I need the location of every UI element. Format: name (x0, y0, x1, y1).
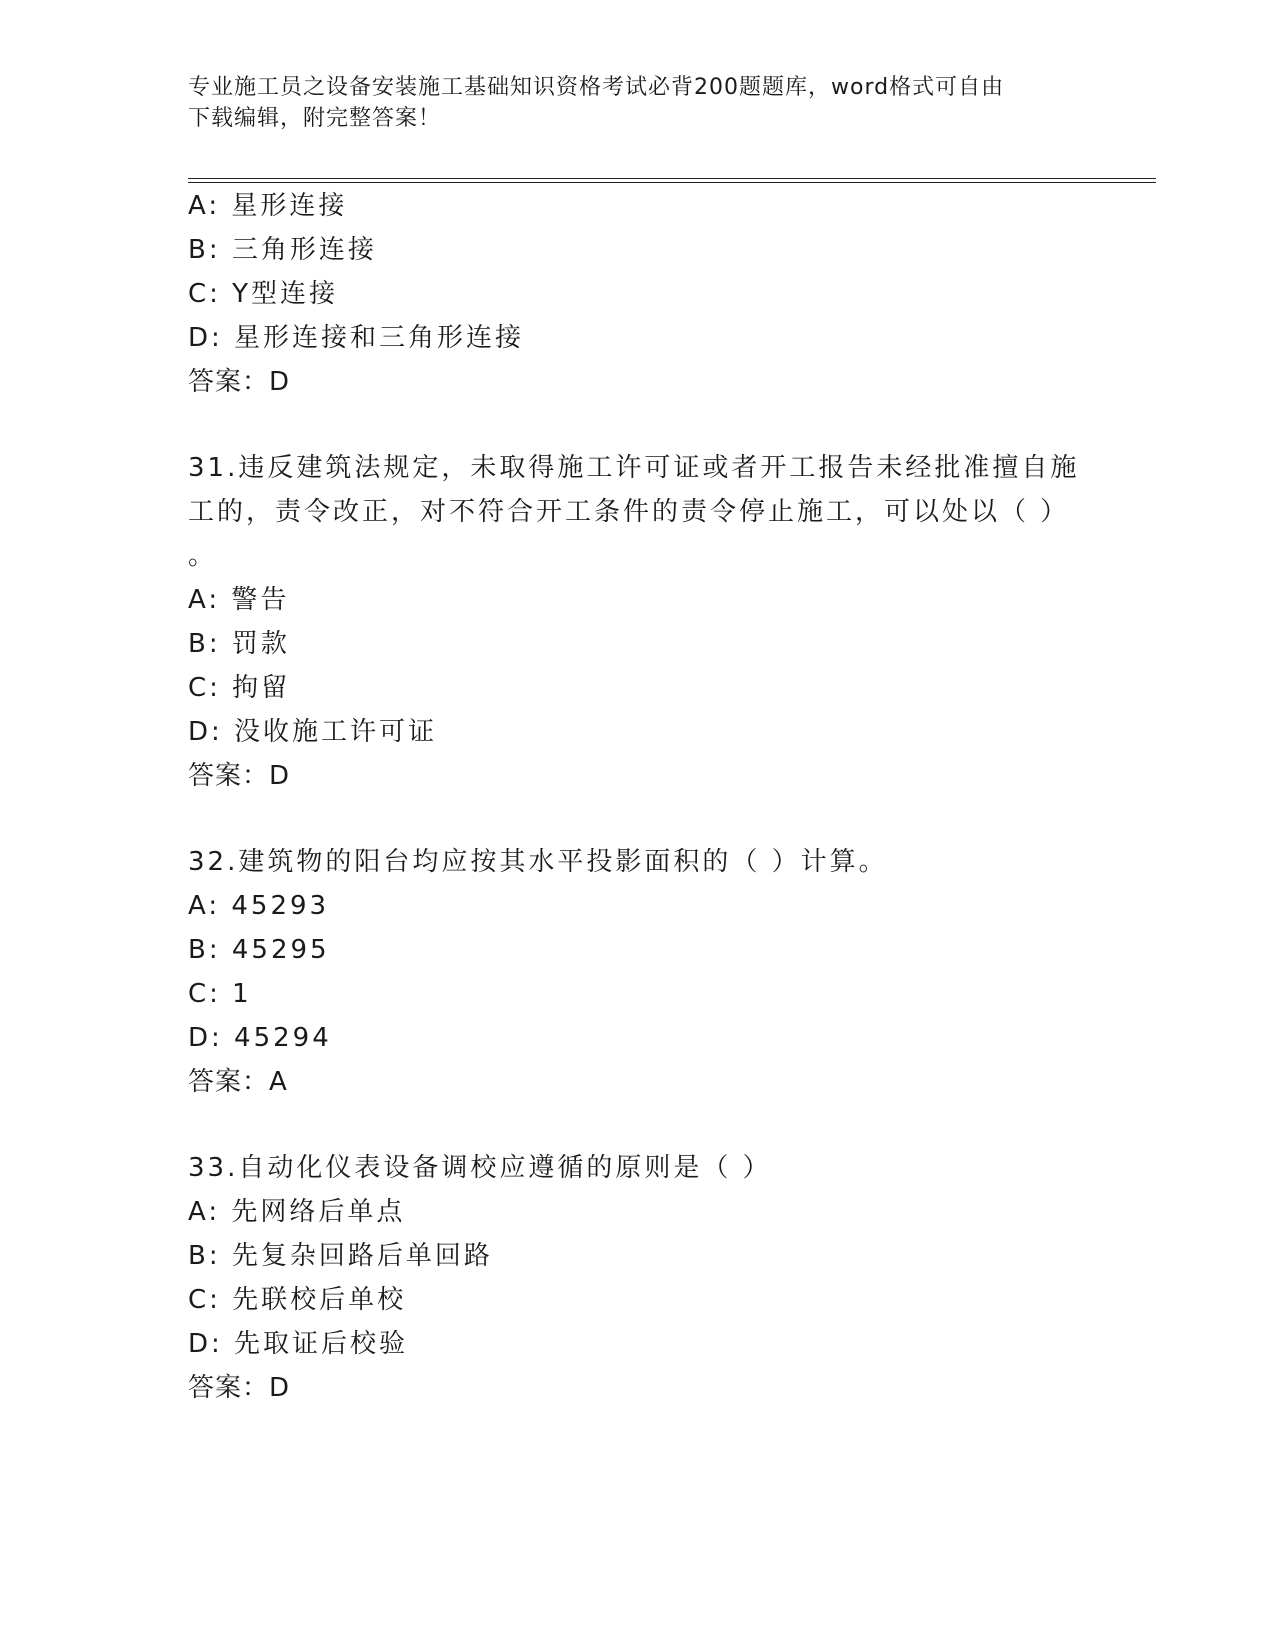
q33-stem-line-1: 33.自动化仪表设备调校应遵循的原则是（ ） (188, 1153, 772, 1183)
q31-answer: 答案：D (188, 761, 291, 791)
q33-option-b: B: 先复杂回路后单回路 (188, 1241, 493, 1271)
q32-option-b: B: 45295 (188, 935, 330, 965)
q30-answer: 答案：D (188, 367, 291, 397)
q32-option-c: C: 1 (188, 979, 252, 1009)
q30-option-a: A: 星形连接 (188, 191, 348, 221)
q30-option-c: C: Y型连接 (188, 279, 339, 309)
q31-stem-line-1: 31.违反建筑法规定，未取得施工许可证或者开工报告未经批准擅自施 (188, 453, 1080, 483)
document-header (188, 72, 1068, 134)
q30-option-d: D: 星形连接和三角形连接 (188, 323, 525, 353)
q33-answer: 答案：D (188, 1373, 291, 1403)
q33-option-d: D: 先取证后校验 (188, 1329, 409, 1359)
header-line-2: 下载编辑，附完整答案！ (188, 106, 442, 131)
q30-option-b: B: 三角形连接 (188, 235, 377, 265)
q32-answer: 答案：A (188, 1067, 288, 1097)
header-line-1: 专业施工员之设备安装施工基础知识资格考试必背200题题库，word格式可自由 (188, 75, 1005, 100)
q32-option-d: D: 45294 (188, 1023, 332, 1053)
q32-stem-line-1: 32.建筑物的阳台均应按其水平投影面积的（ ）计算。 (188, 847, 888, 877)
q31-stem-line-3: 。 (188, 541, 218, 571)
q32-option-a: A: 45293 (188, 891, 330, 921)
q33-option-c: C: 先联校后单校 (188, 1285, 407, 1315)
q31-option-b: B: 罚款 (188, 629, 290, 659)
q31-stem-line-2: 工的，责令改正，对不符合开工条件的责令停止施工，可以处以（ ） (188, 497, 1070, 527)
header-double-rule (188, 178, 1156, 183)
q31-option-a: A: 警告 (188, 585, 290, 615)
q33-option-a: A: 先网络后单点 (188, 1197, 406, 1227)
q31-option-c: C: 拘留 (188, 673, 291, 703)
q31-option-d: D: 没收施工许可证 (188, 717, 438, 747)
